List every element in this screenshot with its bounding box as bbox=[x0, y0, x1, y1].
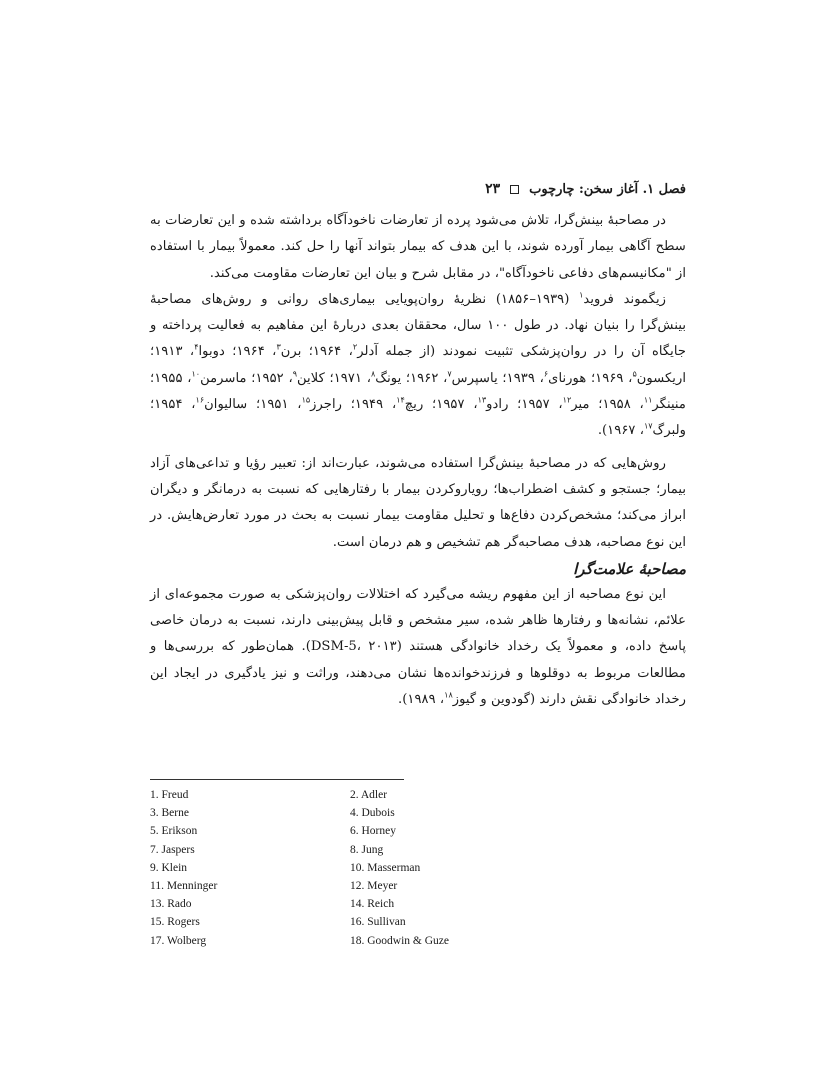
footnote-ref: ۱۶ bbox=[195, 395, 205, 405]
footnote: 5. Erikson bbox=[150, 825, 198, 838]
paragraph-3: روش‌هایی که در مصاحبهٔ بینش‌گرا استفاده می‌شوند، عبارت‌اند از: تعبیر رؤیا و تداعی‌های آزاد بیمار؛ جستجو و کشف اضطراب‌ها؛ رویاروکردن بیمار با رفتارهایی که نسبت به درمانگر و دیگران ابراز می‌کند؛ مشخص‌کردن دفاع‌ها و تحلیل مقاومت بیمار نسبت به بحث در مورد تعارض‌هایش. در این نوع مصاحبه، هدف مصاحبه‌گر هم تشخیص و هم درمان است. bbox=[150, 455, 686, 550]
running-header bbox=[150, 178, 686, 200]
paragraph-1: در مصاحبهٔ بینش‌گرا، تلاش می‌شود پرده از تعارضات ناخودآگاه برداشته شده و این تعارضات به سطح آگاهی بیمار آورده شوند، با این هدف که بیمار بتواند آنها را حل کند. معمولاً بیمار با استفاده از "مکانیسم‌های دفاعی ناخودآگاه"، در مقابل شرح و بیان این تعارضات مقاومت می‌کند. bbox=[150, 213, 686, 281]
footnote-divider bbox=[150, 779, 404, 780]
footnote-ref: ۱۷ bbox=[643, 421, 653, 431]
footnote-ref: ۹ bbox=[292, 369, 297, 379]
footnote-row bbox=[150, 877, 550, 895]
footnote-ref: ۱۳ bbox=[477, 395, 487, 405]
footnote-row bbox=[150, 932, 550, 950]
footnote: 12. Meyer bbox=[350, 880, 398, 893]
footnote-row bbox=[150, 786, 550, 804]
footnote: 7. Jaspers bbox=[150, 843, 195, 856]
section-heading: مصاحبهٔ علامت‌گرا bbox=[573, 559, 686, 578]
footnote: 10. Masserman bbox=[350, 861, 421, 874]
footnote: 3. Berne bbox=[150, 807, 189, 820]
footnote: 14. Reich bbox=[350, 898, 395, 911]
footnote: 8. Jung bbox=[350, 843, 384, 856]
page-number: ۲۳ bbox=[485, 181, 501, 197]
footnote-ref: ۵ bbox=[632, 369, 637, 379]
footnote-ref: ۸ bbox=[370, 369, 376, 379]
footnote: 4. Dubois bbox=[350, 807, 395, 820]
footnote: 15. Rogers bbox=[150, 916, 200, 929]
footnote-row bbox=[150, 804, 550, 822]
footnote: 18. Goodwin & Guze bbox=[350, 934, 450, 947]
footnote-row bbox=[150, 859, 550, 877]
footnote: 11. Menninger bbox=[150, 880, 218, 893]
footnote-row bbox=[150, 913, 550, 931]
footnote-ref: ۱۸ bbox=[444, 690, 453, 700]
footnote: 9. Klein bbox=[150, 861, 188, 874]
footnote-ref: ۴ bbox=[194, 343, 199, 353]
footnote-ref: ۱۴ bbox=[396, 395, 405, 405]
footnote: 6. Horney bbox=[350, 825, 396, 838]
paragraph-2: زیگموند فروید$^۱$ (۱۹۳۹–۱۸۵۶) نظریهٔ روان‌پویایی بیماری‌های روانی و روش‌های مصاحبهٔ بینش‌گرا را بنیان نهاد. در طول ۱۰۰ سال، محققان بعدی دربارهٔ این مفاهیم به فعالیت پرداخته و جایگاه آن را در روان‌پزشکی تثبیت نمودند (از جمله آدلر$^۲$، ۱۹۶۴؛ برن$^۳$، ۱۹۶۴؛ دوبوا$^۴$، ۱۹۱۳؛ اریکسون$^۵$، ۱۹۶۹؛ هورنای$^۶$، ۱۹۳۹؛ یاسپرس$^۷$، ۱۹۶۲؛ یونگ$^۸$، ۱۹۷۱؛ کلاین$^۹$، ۱۹۵۲؛ ماسرمن$^{۱۰}$، ۱۹۵۵؛ منینگر$^{۱۱}$، ۱۹۵۸؛ میر$^{۱۲}$، ۱۹۵۷؛ رادو$^{۱۳}$، ۱۹۵۷؛ ریچ$^{۱۴}$، ۱۹۴۹؛ راجرز$^{۱۵}$، ۱۹۵۱؛ سالیوان$^{۱۶}$، ۱۹۵۴؛ ولبرگ$^{۱۷}$، ۱۹۶۷). bbox=[150, 290, 687, 439]
footnote-ref: ۱۵ bbox=[301, 395, 311, 405]
footnote-ref: ۳ bbox=[276, 343, 281, 353]
footnote: 1. Freud bbox=[150, 789, 189, 801]
footnote-ref: ۱۰ bbox=[191, 369, 201, 379]
footnote-ref: ۲ bbox=[352, 343, 358, 353]
footnote: 17. Wolberg bbox=[150, 934, 207, 947]
footnote-row bbox=[150, 822, 550, 840]
footnote-ref: ۱۱ bbox=[643, 395, 653, 405]
footnote-row bbox=[150, 895, 550, 913]
footnote-ref: ۱ bbox=[579, 290, 584, 300]
footnote: 13. Rado bbox=[150, 898, 192, 911]
paragraph-4: این نوع مصاحبه از این مفهوم ریشه می‌گیرد که اختلالات روان‌پزشکی به صورت مجموعه‌ای از علائم، نشانه‌ها و رفتارها ظاهر شده، سیر مشخص و قابل پیش‌بینی دارند، نسبت به درمان خاصی پاسخ داده، و معمولاً یک رخداد خانوادگی هستند (DSM-5، ۲۰۱۳). همان‌طور که بررسی‌ها و مطالعات مربوط به دوقلوها و فرزندخوانده‌ها نشان می‌دهند، وراثت و نیز یادگیری در ایجاد این رخداد خانوادگی نقش دارند (گودوین و گیوز$^{۱۸}$، ۱۹۸۹). bbox=[150, 586, 686, 708]
footnotes bbox=[150, 786, 550, 950]
body-text bbox=[150, 208, 686, 713]
footnote: 2. Adler bbox=[350, 789, 388, 801]
square-separator-icon bbox=[510, 185, 519, 194]
footnote-ref: ۱۲ bbox=[562, 395, 572, 405]
chapter-title: فصل ۱. آغاز سخن: چارچوب bbox=[529, 181, 686, 197]
footnote-ref: ۶ bbox=[543, 369, 549, 379]
footnote-row bbox=[150, 841, 550, 859]
footnote: 16. Sullivan bbox=[350, 916, 406, 929]
footnote-ref: ۷ bbox=[447, 369, 452, 379]
